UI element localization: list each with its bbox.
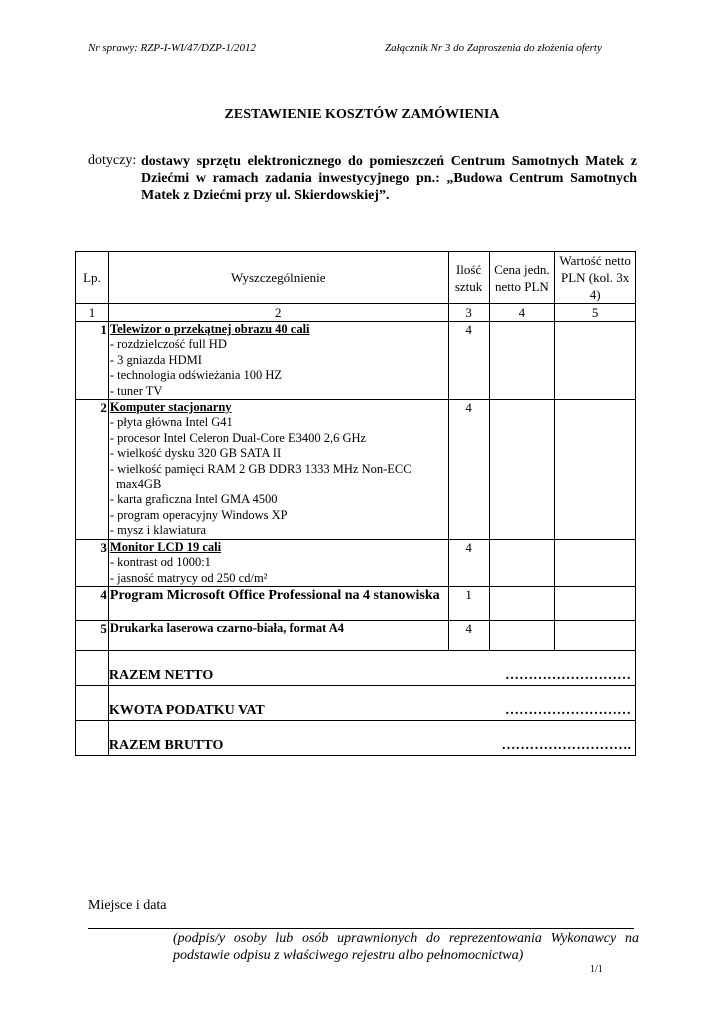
item-unit-price	[489, 322, 555, 400]
item-detail: - płyta główna Intel G41	[109, 415, 233, 430]
item-number: 3	[76, 539, 109, 586]
place-date-label: Miejsce i data	[88, 898, 167, 913]
totals-lp-cell	[76, 720, 109, 755]
item-spec	[108, 539, 448, 586]
totals-cell	[108, 685, 635, 720]
item-detail: - technologia odświeżania 100 HZ	[109, 368, 283, 383]
totals-row	[76, 650, 636, 685]
item-number: 1	[76, 322, 109, 400]
header-spec: Wyszczególnienie	[108, 252, 448, 304]
item-title: Komputer stacjonarny	[109, 400, 232, 415]
header-lp: Lp.	[76, 252, 109, 304]
item-detail: - mysz i klawiatura	[109, 523, 207, 538]
signature-caption: (podpis/y osoby lub osób uprawnionych do reprezentowania Wykonawcy na podstawie odpisu z właściwego rejestru albo pełnomocnictwa)	[173, 931, 639, 963]
item-spec	[108, 322, 448, 400]
totals-row	[76, 720, 636, 755]
col-number: 2	[108, 304, 448, 322]
totals-amount-placeholder: ………………………	[505, 667, 631, 683]
item-qty: 1	[448, 586, 489, 620]
item-title: Drukarka laserowa czarno-biała, format A4	[109, 620, 345, 635]
subject-label: dotyczy:	[88, 153, 137, 168]
totals-cell	[108, 650, 635, 685]
col-number: 3	[448, 304, 489, 322]
item-spec	[108, 620, 448, 650]
item-detail: - procesor Intel Celeron Dual-Core E3400 2,6 GHz	[109, 430, 367, 445]
item-unit-price	[489, 539, 555, 586]
item-number: 2	[76, 400, 109, 540]
col-number: 4	[489, 304, 555, 322]
table-row	[76, 322, 636, 400]
item-unit-price	[489, 400, 555, 540]
col-number: 1	[76, 304, 109, 322]
totals-label: KWOTA PODATKU VAT	[108, 702, 265, 718]
item-detail: - jasność matrycy od 250 cd/m²	[109, 570, 268, 585]
header-unit-price: Cena jedn. netto PLN	[489, 252, 555, 304]
totals-row	[76, 685, 636, 720]
totals-label: RAZEM BRUTTO	[108, 737, 224, 753]
totals-label: RAZEM NETTO	[108, 667, 214, 683]
item-detail: - tuner TV	[109, 383, 163, 398]
item-title: Program Microsoft Office Professional na 4 stanowiska	[109, 587, 440, 603]
col-number: 5	[555, 304, 636, 322]
table-row	[76, 620, 636, 650]
item-qty: 4	[448, 400, 489, 540]
item-title: Telewizor o przekątnej obrazu 40 cali	[109, 322, 310, 336]
item-value	[555, 322, 636, 400]
item-detail: - kontrast od 1000:1	[109, 555, 211, 570]
item-value	[555, 586, 636, 620]
item-unit-price	[489, 620, 555, 650]
subject-text: dostawy sprzętu elektronicznego do pomieszczeń Centrum Samotnych Matek z Dziećmi w ramach zadania inwestycyjnego pn.: „Budowa Centrum Samotnych Matek z Dziećmi przy ul. Skierdowskiej”.	[141, 154, 637, 203]
cost-table	[75, 251, 636, 756]
item-spec	[108, 400, 448, 540]
item-qty: 4	[448, 620, 489, 650]
totals-lp-cell	[76, 650, 109, 685]
item-unit-price	[489, 586, 555, 620]
table-row	[76, 539, 636, 586]
item-value	[555, 400, 636, 540]
item-detail: - karta graficzna Intel GMA 4500	[109, 492, 278, 507]
item-qty: 4	[448, 322, 489, 400]
item-value	[555, 539, 636, 586]
item-qty: 4	[448, 539, 489, 586]
item-number: 4	[76, 586, 109, 620]
item-detail: - 3 gniazda HDMI	[109, 352, 202, 367]
case-number: Nr sprawy: RZP-I-WI/47/DZP-1/2012	[88, 42, 257, 54]
header-value: Wartość netto PLN (kol. 3x 4)	[555, 252, 636, 304]
document-title: ZESTAWIENIE KOSZTÓW ZAMÓWIENIA	[224, 107, 500, 122]
item-detail: - wielkość dysku 320 GB SATA II	[109, 446, 282, 461]
totals-amount-placeholder: ……………………….	[501, 737, 631, 753]
totals-amount-placeholder: ………………………	[505, 702, 631, 718]
table-row	[76, 400, 636, 540]
totals-cell	[108, 720, 635, 755]
totals-lp-cell	[76, 685, 109, 720]
item-value	[555, 620, 636, 650]
signature-line	[88, 928, 634, 929]
item-detail: max4GB	[109, 477, 162, 492]
page-number: 1/1	[590, 964, 603, 975]
attachment-label: Załącznik Nr 3 do Zaproszenia do złożenia oferty	[385, 42, 602, 54]
item-spec	[108, 586, 448, 620]
item-detail: - wielkość pamięci RAM 2 GB DDR3 1333 MHz Non-ECC	[109, 461, 412, 476]
table-row	[76, 586, 636, 620]
header-qty: Ilość sztuk	[448, 252, 489, 304]
item-number: 5	[76, 620, 109, 650]
item-detail: - rozdzielczość full HD	[109, 337, 227, 352]
item-detail: - program operacyjny Windows XP	[109, 507, 288, 522]
item-title: Monitor LCD 19 cali	[109, 539, 222, 554]
